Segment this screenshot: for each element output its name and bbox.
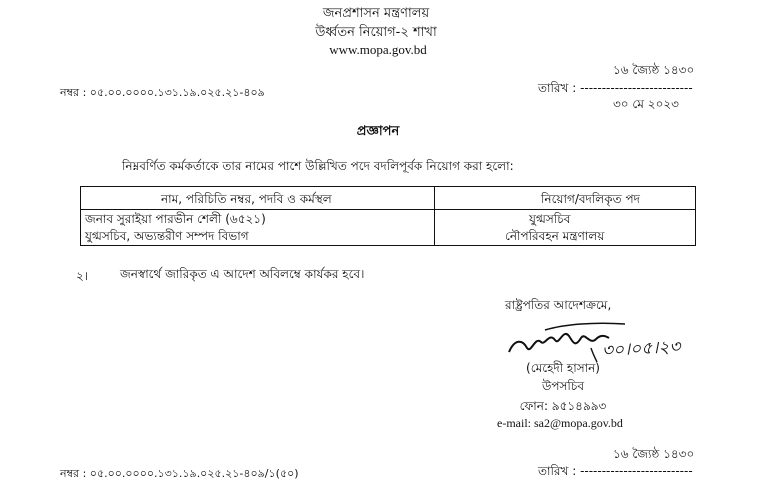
signatory-email[interactable]: e-mail: sa2@mopa.gov.bd: [497, 416, 623, 430]
memo1-date-label: তারিখ : --------------------------: [538, 81, 693, 95]
order-line: রাষ্ট্রপতির আদেশক্রমে,: [505, 298, 612, 312]
memo1-date-bengali: ১৬ জ্যৈষ্ঠ ১৪৩০: [613, 63, 695, 77]
memo2-date-bengali: ১৬ জ্যৈষ্ঠ ১৪৩০: [613, 447, 695, 461]
posting-table: [80, 186, 696, 246]
document-title: প্রজ্ঞাপন: [356, 124, 400, 139]
clause-number: ২।: [76, 269, 89, 283]
signatory-designation: উপসচিব: [541, 379, 585, 393]
memo2-date-label: তারিখ : --------------------------: [538, 464, 693, 478]
handwritten-date: ৩০।০৫।২৩: [601, 336, 681, 362]
table-cell-name: জনাব সুরাইয়া পারভীন শেলী (৬৫২১): [85, 212, 266, 226]
clause-text: জনস্বার্থে জারিকৃত এ আদেশ অবিলম্বে কার্যকর হবে।: [120, 267, 365, 281]
signatory-phone: ফোন: ৯৫১৪৯৯৩: [519, 399, 607, 413]
intro-text: নিম্নবর্ণিত কর্মকর্তাকে তার নামের পাশে উল্লিখিত পদে বদলিপূর্বক নিয়োগ করা হলো:: [122, 159, 514, 173]
memo2-number: নম্বর : ০৫.০০.০০০০.১৩১.১৯.০২৫.২১-৪০৯/১(৫০): [60, 467, 299, 480]
table-header-name: নাম, পরিচিতি নম্বর, পদবি ও কর্মস্থল: [161, 192, 332, 206]
table-cell-new-office: নৌপরিবহন মন্ত্রণালয়: [505, 229, 605, 243]
table-column-divider: [434, 187, 435, 245]
table-cell-current-post: যুগ্মসচিব, অভ্যন্তরীণ সম্পদ বিভাগ: [85, 229, 249, 243]
ministry-name: জনপ্রশাসন মন্ত্রণালয়: [322, 6, 430, 21]
table-cell-new-post: যুগ্মসচিব: [529, 212, 571, 226]
table-header-new-post: নিয়োগ/বদলিকৃত পদ: [541, 192, 640, 206]
memo1-number: নম্বর : ০৫.০০.০০০০.১৩১.১৯.০২৫.২১-৪০৯: [60, 86, 265, 99]
memo1-date-english: ৩০ মে ২০২৩: [613, 97, 679, 111]
branch-name: উর্ধ্বতন নিয়োগ-২ শাখা: [315, 25, 437, 40]
website-url[interactable]: www.mopa.gov.bd: [329, 42, 427, 57]
signatory-name: (মেহেদী হাসান): [526, 361, 600, 375]
